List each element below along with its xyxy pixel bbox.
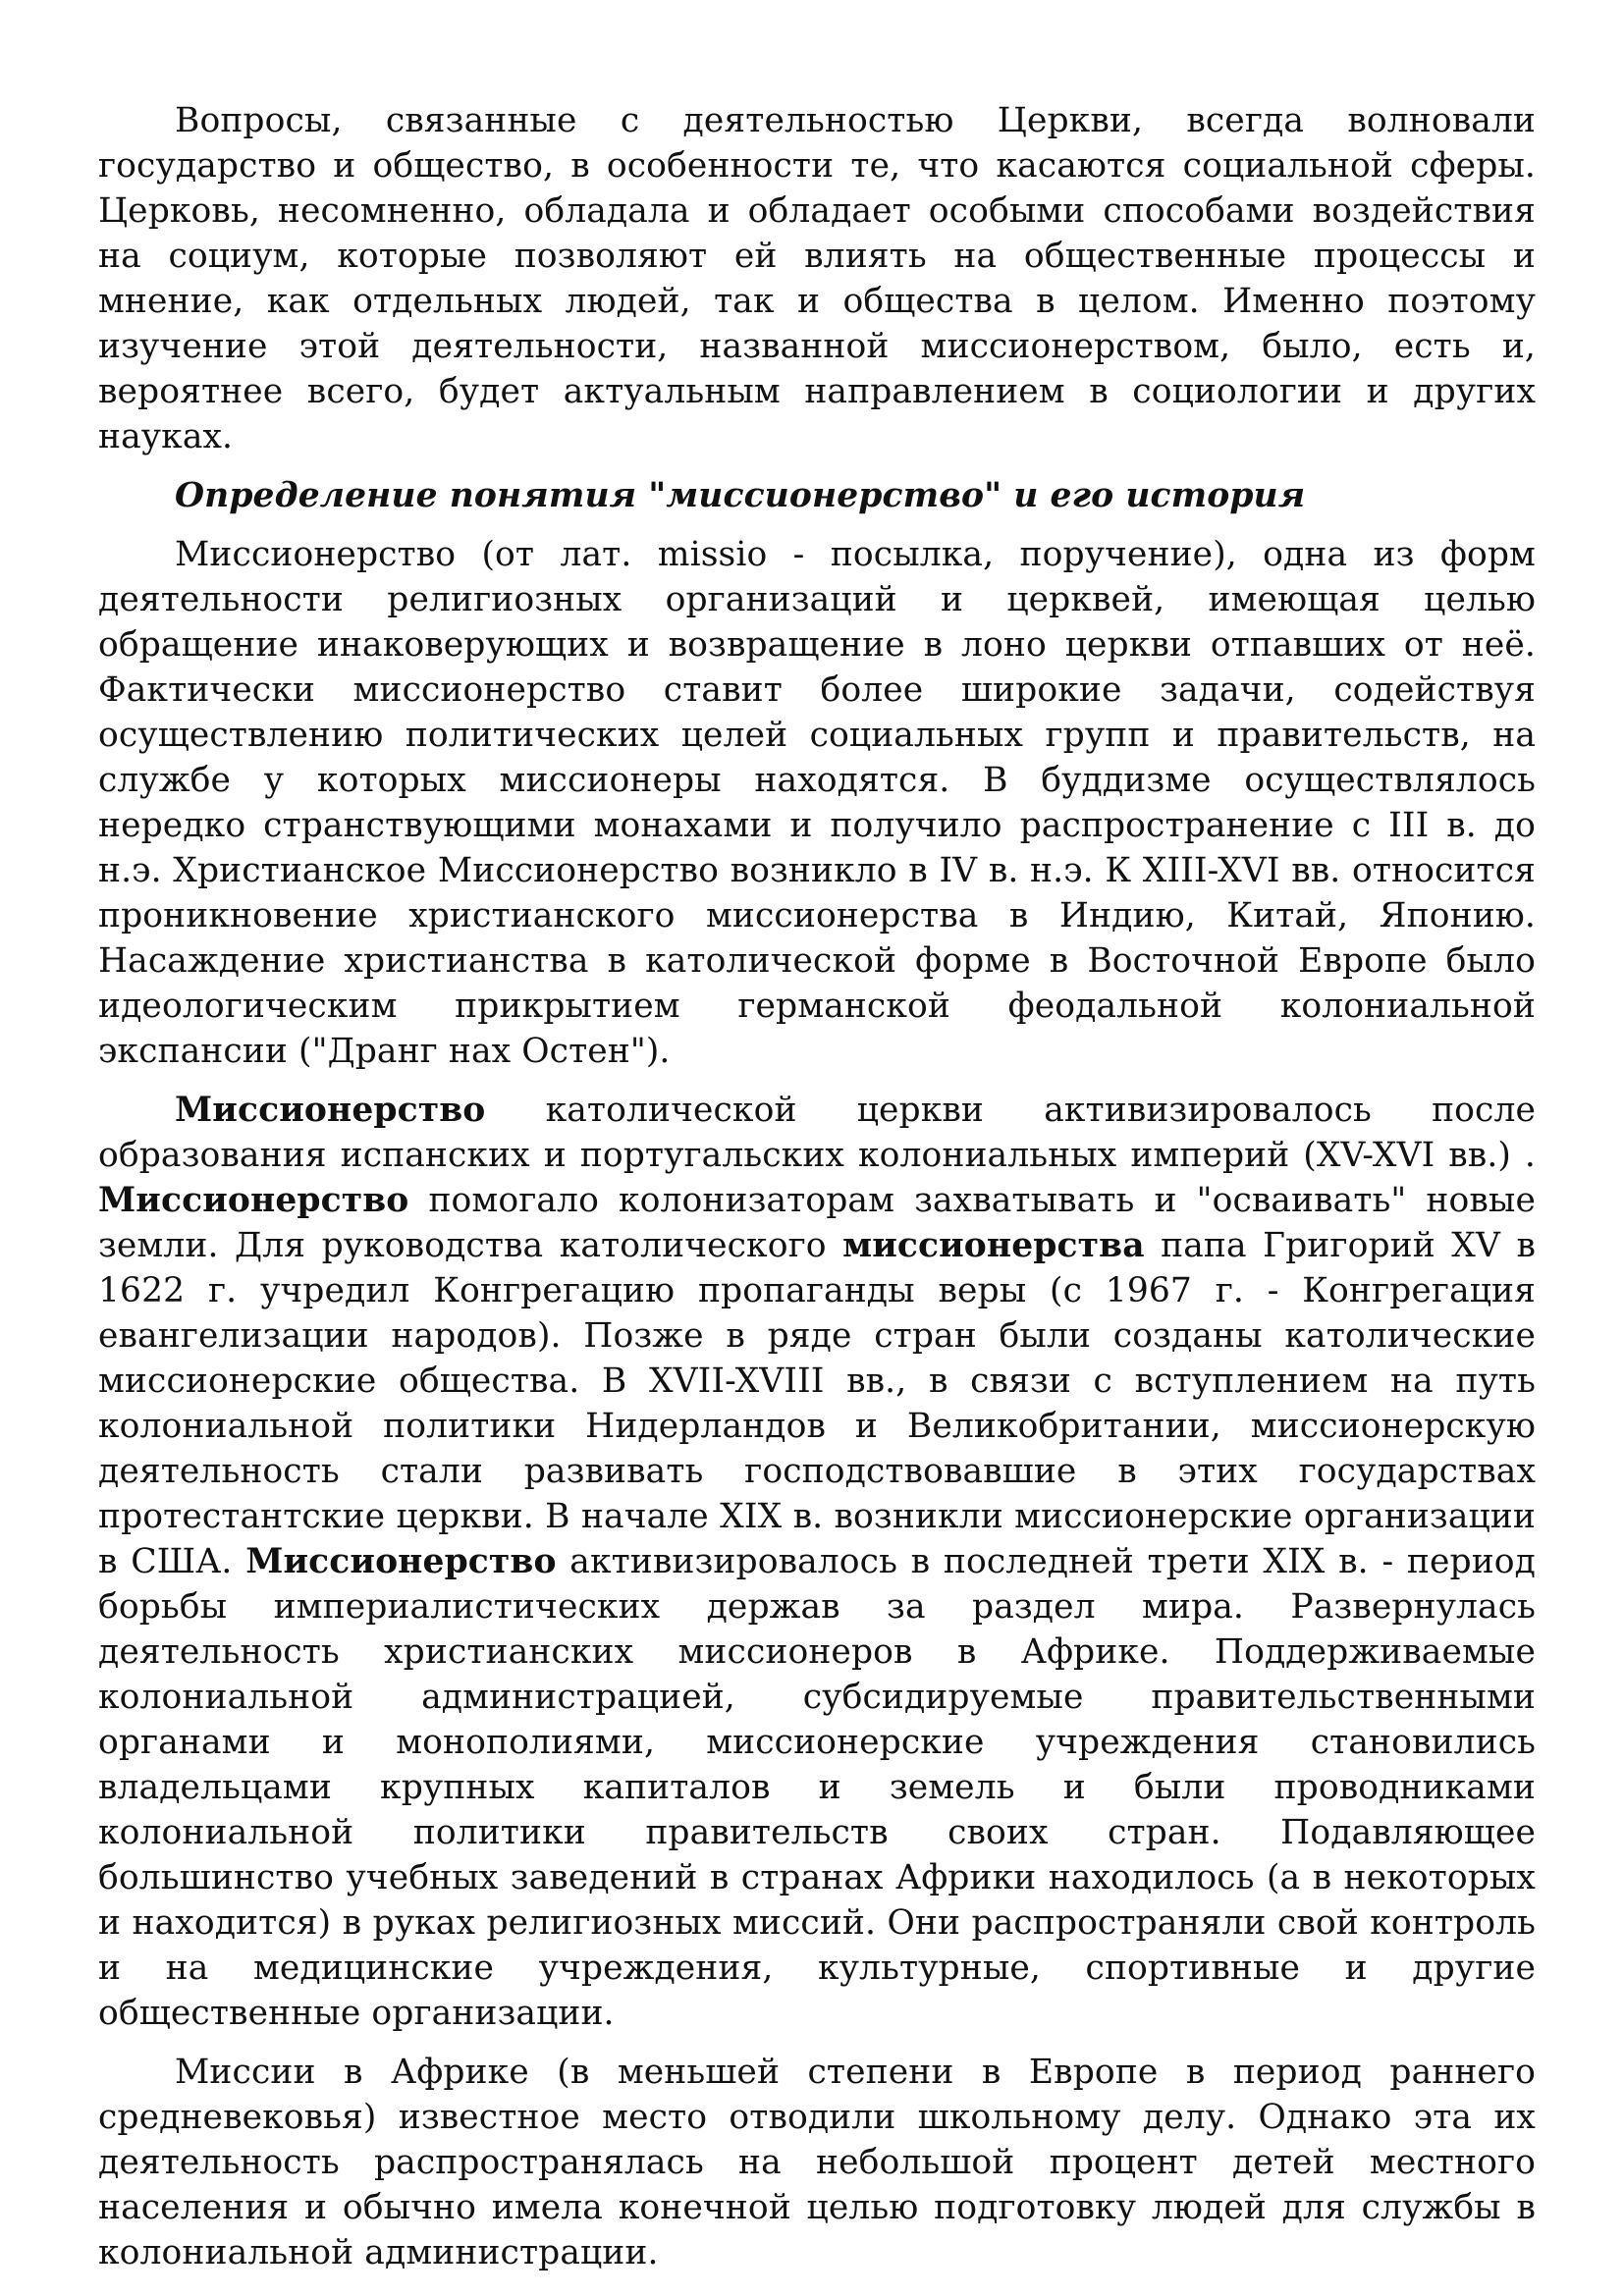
- bold-term: Миссионерство: [98, 1181, 409, 1220]
- paragraph-text-segment: помогало колонизаторам захватывать и "осваивать" новые земли. Для руководства католического: [98, 1181, 1536, 1265]
- paragraph-text-segment: активизировалось в последней трети XIX в. - период борьбы империалистических держав за раздел мира. Развернулась деятельность христианских миссионеров в Африке. Поддерживаемые колониальной администрацией, субсидируемые правительственными органами и монополиями, миссионерские учреждения становились владельцами крупных капиталов и земель и были проводниками колониальной политики правительств своих стран. Подавляющее большинство учебных заведений в странах Африки находилось (а в некоторых и находится) в руках религиозных миссий. Они распространяли свой контроль и на медицинские учреждения, культурные, спортивные и другие общественные организации.: [98, 1542, 1537, 2033]
- paragraph-catholic-missions: [98, 1088, 1536, 2036]
- section-heading: Определение понятия "миссионерство" и его история: [175, 476, 1306, 515]
- paragraph-text-segment: католической церкви активизировалось после образования испанских и португальских колониальных империй (XV-XVI вв.) .: [98, 1091, 1536, 1175]
- bold-term: миссионерства: [842, 1226, 1145, 1265]
- document-page: [98, 98, 1536, 2275]
- paragraph-intro: Вопросы, связанные с деятельностью Церкви, всегда волновали государство и общество, в особенности те, что касаются социальной сферы. Церковь, несомненно, обладала и обладает особыми способами воздействия на социум, которые позволяют ей влиять на общественные процессы и мнение, как отдельных людей, так и общества в целом. Именно поэтому изучение этой деятельности, названной миссионерством, было, есть и, вероятнее всего, будет актуальным направлением в социологии и других науках.: [98, 101, 1536, 456]
- bold-term: Миссионерство: [175, 1091, 486, 1130]
- paragraph-text-segment: папа Григорий XV в 1622 г. учредил Конгрегацию пропаганды веры (с 1967 г. - Конгрегация евангелизации народов). Позже в ряде стран были созданы католические миссионерские общества. В XVII-XVIII вв., в связи с вступлением на путь колониальной политики Нидерландов и Великобритании, миссионерскую деятельность стали развивать господствовавшие в этих государствах протестантские церкви. В начале XIX в. возникли миссионерские организации в США.: [98, 1226, 1536, 1581]
- paragraph-africa-schools: Миссии в Африке (в меньшей степени в Европе в период раннего средневековья) известное место отводили школьному делу. Однако эта их деятельность распространялась на небольшой процент детей местного населения и обычно имела конечной целью подготовку людей для службы в колониальной администрации.: [98, 2053, 1536, 2272]
- paragraph-definition: Миссионерство (от лат. missio - посылка, поручение), одна из форм деятельности религиозных организаций и церквей, имеющая целью обращение инаковерующих и возвращение в лоно церкви отпавших от неё. Фактически миссионерство ставит более широкие задачи, содействуя осуществлению политических целей социальных групп и правительств, на службе у которых миссионеры находятся. В буддизме осуществлялось нередко странствующими монахами и получило распространение с III в. до н.э. Христианское Миссионерство возникло в IV в. н.э. К XIII-XVI вв. относится проникновение христианского миссионерства в Индию, Китай, Японию. Насаждение христианства в католической форме в Восточной Европе было идеологическим прикрытием германской феодальной колониальной экспансии ("Дранг нах Остен").: [98, 535, 1536, 1071]
- bold-term: Миссионерство: [245, 1542, 557, 1581]
